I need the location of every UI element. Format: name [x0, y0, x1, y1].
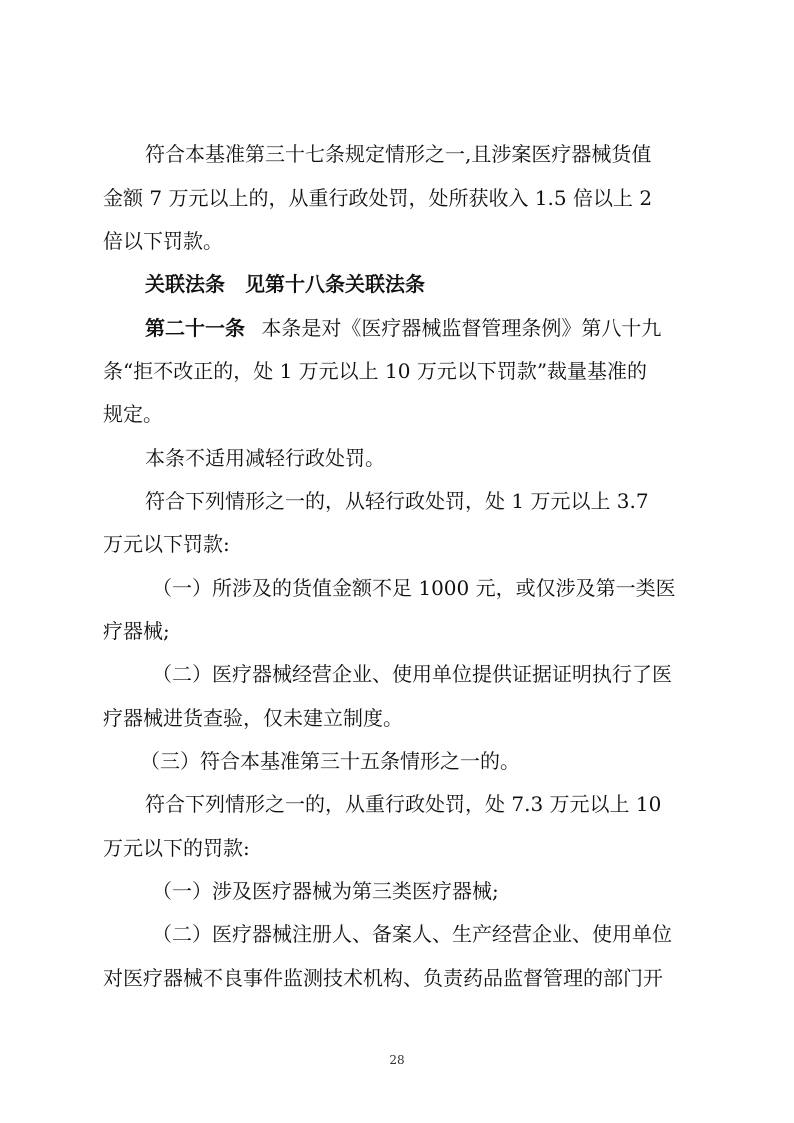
article-line	[145, 314, 735, 342]
list-item-line: （三）符合本基准第三十五条情形之一的。	[140, 749, 520, 773]
article-text: 本条是对《医疗器械监督管理条例》第八十九	[261, 316, 662, 340]
list-item-line: （一）所涉及的货值金额不足 1000 元，或仅涉及第一类医	[152, 576, 676, 600]
page-number: 28	[389, 1053, 405, 1067]
paragraph-line: 规定。	[103, 402, 163, 426]
paragraph-line: 符合下列情形之一的，从轻行政处罚，处 1 万元以上 3.7	[145, 489, 649, 513]
list-item-line: （一）涉及医疗器械为第三类医疗器械;	[152, 879, 499, 903]
list-item-line: 疗器械;	[103, 619, 170, 643]
paragraph-line: 万元以下的罚款:	[103, 836, 250, 860]
paragraph-line: 符合本基准第三十七条规定情形之一,且涉案医疗器械货值	[145, 142, 652, 166]
paragraph-line: 条“拒不改正的，处 1 万元以上 10 万元以下罚款”裁量基准的	[103, 359, 648, 383]
paragraph-line: 倍以下罚款。	[103, 229, 223, 253]
paragraph-line: 万元以下罚款:	[103, 532, 230, 556]
article-number: 第二十一条	[145, 316, 245, 340]
paragraph-line: 金额 7 万元以上的，从重行政处罚，处所获收入 1.5 倍以上 2	[103, 186, 653, 210]
related-articles-heading: 关联法条 见第十八条关联法条	[145, 272, 425, 296]
list-item-line: （二）医疗器械注册人、备案人、生产经营企业、使用单位	[152, 922, 672, 946]
paragraph-line: 符合下列情形之一的，从重行政处罚，处 7.3 万元以上 10	[145, 792, 662, 816]
paragraph-line: 本条不适用减轻行政处罚。	[145, 446, 385, 470]
list-item-line: （二）医疗器械经营企业、使用单位提供证据证明执行了医	[152, 662, 672, 686]
list-item-line: 对医疗器械不良事件监测技术机构、负责药品监督管理的部门开	[103, 966, 663, 990]
list-item-line: 疗器械进货查验，仅未建立制度。	[103, 706, 403, 730]
